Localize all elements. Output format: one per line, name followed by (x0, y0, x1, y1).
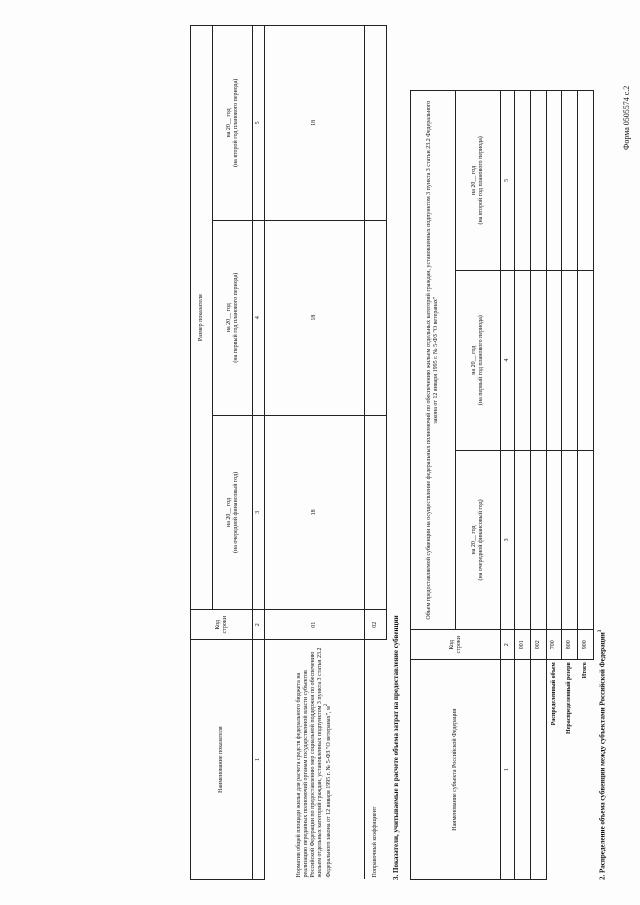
s2-year3-note: (на второй год планового периода) (478, 136, 485, 225)
s2-cell[interactable] (514, 91, 530, 271)
s2-year1-note: (на очередной финансовый год) (478, 499, 485, 581)
section3-title: 3. Показатели, учитываемые в расчете объема затрат на предоставление субвенции (392, 615, 400, 880)
section2-title (598, 630, 606, 880)
s2-total-label: Нераспределенный резерв (566, 662, 573, 734)
s3-row-code: 02 (365, 610, 387, 640)
s3-colnum: 1 (253, 640, 265, 880)
s2-cell[interactable] (562, 270, 578, 450)
table-row (514, 91, 530, 880)
s3-colnum-row (253, 26, 265, 880)
s2-total-code: 800 (562, 630, 578, 660)
s3-colnum: 3 (253, 415, 265, 610)
s2-header-year3 (456, 91, 501, 271)
s3-row-value[interactable]: 18 (265, 26, 365, 221)
s2-header-name: Наименование субъекта Российской Федерации (411, 660, 501, 880)
s3-header-year3 (213, 26, 253, 221)
total-row (546, 91, 562, 880)
s2-colnum: 2 (501, 630, 515, 660)
s3-header-name: Наименование показателя (191, 640, 253, 880)
s3-colnum: 5 (253, 26, 265, 221)
s2-year3: на 20__ год (471, 165, 478, 195)
s2-total-label: Итого (582, 662, 589, 679)
s2-cell[interactable] (562, 450, 578, 630)
s3-row-value[interactable] (365, 220, 387, 415)
s3-year2-note: (на первый год планового периода) (232, 272, 239, 363)
total-row (578, 91, 594, 880)
s2-cell[interactable] (530, 450, 546, 630)
s2-colnum: 4 (501, 270, 515, 450)
s3-header-size: Размер показателя (191, 26, 213, 610)
rotated-content (30, 10, 630, 880)
s3-colnum: 2 (253, 610, 265, 640)
table-row (265, 26, 365, 880)
s2-row-code: 002 (530, 630, 546, 660)
section2-table (410, 90, 594, 880)
table-row (530, 91, 546, 880)
s2-cell[interactable] (562, 91, 578, 271)
section2-title-sup: 3 (598, 629, 603, 633)
s2-cell[interactable] (546, 450, 562, 630)
s2-header-volume: Объем предоставляемой субвенции на осуществление федеральных полномочий по обеспечению жильем отдельных категорий граждан, установленных подпунктом 3 пункта 3 статьи 23.2 Федерального закона от 12 января 1995 г. № 5-ФЗ "О ветеранах" (411, 91, 456, 630)
s2-cell[interactable] (578, 91, 594, 271)
s2-cell[interactable] (514, 270, 530, 450)
s3-row-value[interactable]: 18 (265, 220, 365, 415)
s2-cell[interactable] (578, 270, 594, 450)
s2-row-name[interactable] (530, 660, 546, 880)
s2-cell[interactable] (578, 450, 594, 630)
s3-header-code: Код строки (191, 610, 253, 640)
s2-year1: на 20__ год (471, 525, 478, 555)
s2-year2: на 20__ год (471, 345, 478, 375)
s2-cell[interactable] (530, 91, 546, 271)
s3-year1-note: (на очередной финансовый год) (232, 471, 239, 553)
s3-colnum: 4 (253, 220, 265, 415)
s3-row-value[interactable]: 18 (265, 415, 365, 610)
s2-total-code: 700 (546, 630, 562, 660)
s2-year2-note: (на первый год планового периода) (478, 315, 485, 406)
s2-total-label: Распределенный объем (546, 660, 562, 880)
s2-cell[interactable] (546, 270, 562, 450)
s3-year3: на 20__ год (225, 108, 232, 138)
s2-colnum: 3 (501, 450, 515, 630)
s2-cell[interactable] (530, 270, 546, 450)
section2-title-text: 2. Распределение объема субвенции между субъектами Российской Федерации (598, 632, 607, 880)
s2-colnum: 5 (501, 91, 515, 271)
s2-colnum-row (501, 91, 515, 880)
s3-year2: на 20__ год (225, 303, 232, 333)
s2-cell[interactable] (514, 450, 530, 630)
s3-year1: на 20__ год (225, 497, 232, 527)
form-code: Форма 0505574 с.2 (622, 85, 631, 150)
s3-year3-note: (на второй год планового периода) (232, 78, 239, 168)
s3-row-name (265, 640, 365, 880)
s2-total-code: 900 (578, 630, 594, 660)
s3-header-year1 (213, 415, 253, 610)
s2-header-year2 (456, 270, 501, 450)
s2-header-year1 (456, 450, 501, 630)
s3-row-code: 01 (265, 610, 365, 640)
s3-header-year2 (213, 220, 253, 415)
s2-colnum: 1 (501, 660, 515, 880)
s2-row-code: 001 (514, 630, 530, 660)
s3-row-name-text: Норматив общей площади жилья для расчета средств федерального бюджета на реализацию переданных полномочий органам государственной власти субъектов Российской Федерации по предоставлению мер социальной поддержки по обеспечению жильем отдельных категорий граждан, установленных подпунктом 3 пункта 3 статьи 23.2 Федерального закона от 12 января 1995 г. № 5-ФЗ "О ветеранах", м (296, 647, 332, 878)
s2-cell[interactable] (546, 91, 562, 271)
s2-row-name[interactable] (514, 660, 530, 880)
s3-row-value[interactable] (365, 26, 387, 221)
table-row (365, 26, 387, 880)
s3-row-value[interactable] (365, 415, 387, 610)
s3-row-name-sup: 2 (323, 703, 329, 707)
section3-table (190, 25, 387, 880)
total-row (562, 91, 578, 880)
s2-header-code: Код строки (411, 630, 501, 660)
s3-row-name: Поправочный коэффициент (365, 640, 387, 880)
